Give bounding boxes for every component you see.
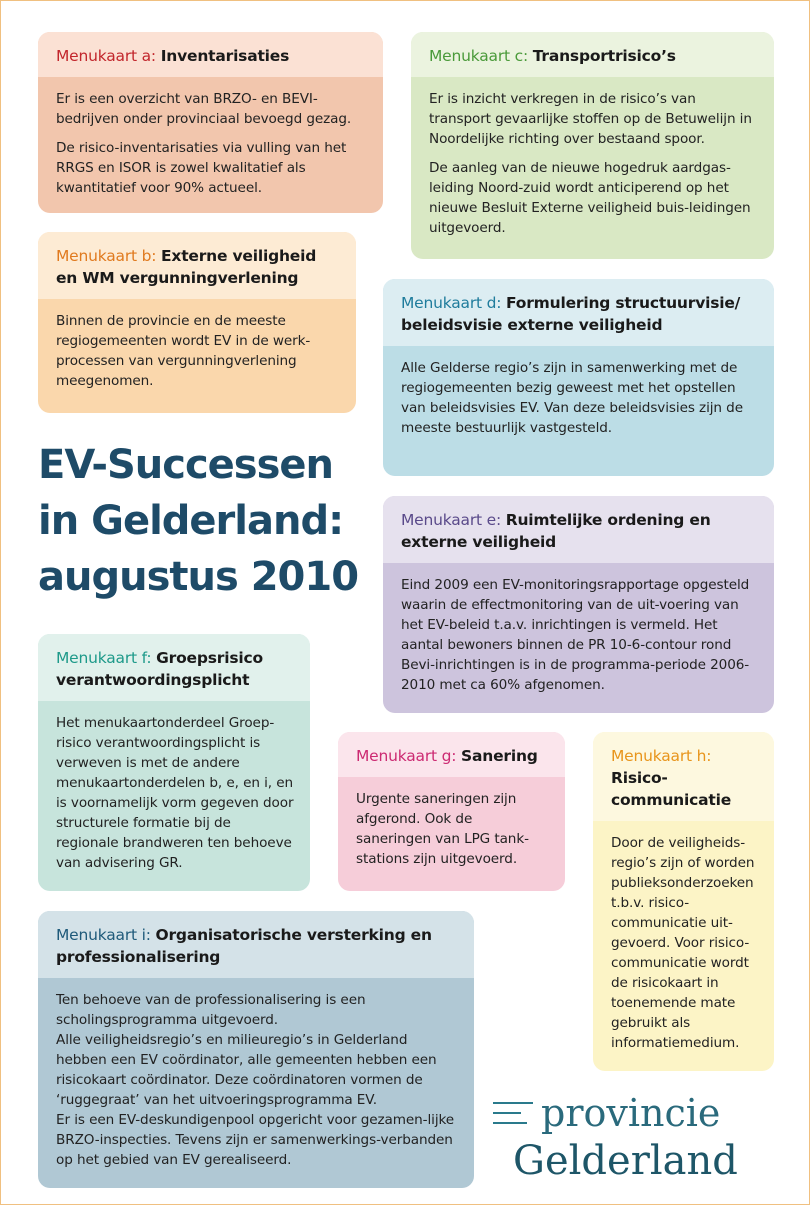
card-header: [383, 279, 774, 346]
card-header: [593, 732, 774, 821]
title-line: augustus 2010: [38, 554, 359, 600]
card-body: [38, 701, 310, 885]
menukaart-h-card: [593, 732, 774, 1071]
card-paragraph: Het menukaartonderdeel Groep-risico verantwoordingsplicht is verweven is met de andere menukaartonderdelen b, e, en i, en is voornamelijk vorm gegeven door structurele formatie bij de regionale brandweren ten behoeve van advisering GR.: [56, 715, 294, 871]
card-paragraph: Alle veiligheidsregio’s en milieuregio’s in Gelderland hebben een EV coördinator, alle gemeenten hebben een risicokaart coördinator. Deze coördinatoren vormen de ‘ruggegraat’ van het uitvoeringsprogramma EV.: [56, 1032, 437, 1108]
card-paragraph: Alle Gelderse regio’s zijn in samenwerking met de regiogemeenten bezig geweest met het opstellen van beleidsvisies EV. Van deze beleidsvisies zijn de meeste bestuurlijk vastgesteld.: [401, 360, 743, 436]
card-title: Groepsrisico verantwoordingsplicht: [56, 649, 263, 689]
card-paragraph: Door de veiligheids-regio’s zijn of worden publieksonderzoeken t.b.v. risico-communicatie uit-gevoerd. Voor risico-communicatie wordt de risicokaart in toenemende mate gebruikt als informatiemedium.: [611, 835, 755, 1051]
menukaart-g-card: [338, 732, 565, 891]
logo-word-gelderland: Gelderland: [513, 1138, 738, 1184]
menukaart-i-card: [38, 911, 474, 1188]
provincie-gelderland-logo: [493, 1091, 793, 1194]
card-paragraph: Er is inzicht verkregen in de risico’s van transport gevaarlijke stoffen op de Betuwelijn in Noordelijke richting over bestaand spoor.: [429, 91, 752, 147]
card-paragraph: De aanleg van de nieuwe hogedruk aardgas-leiding Noord-zuid wordt anticiperend op het nieuwe Besluit Externe veiligheid buis-leidingen uitgevoerd.: [429, 160, 751, 236]
card-body: [383, 346, 774, 450]
card-title: Risico-communicatie: [611, 769, 732, 809]
menukaart-e-card: [383, 496, 774, 713]
card-body: [38, 299, 356, 403]
card-header: [38, 911, 474, 978]
logo-word-provincie: provincie: [541, 1091, 721, 1135]
menukaart-c-card: [411, 32, 774, 259]
card-body: [38, 978, 474, 1182]
card-title: Transportrisico’s: [532, 47, 676, 65]
card-title: Sanering: [461, 747, 538, 765]
logo-lines-icon: [493, 1102, 533, 1132]
title-line: in Gelderland:: [38, 498, 344, 544]
card-label: Menukaart c:: [429, 47, 528, 65]
card-paragraph: Er is een overzicht van BRZO- en BEVI-bedrijven onder provinciaal bevoegd gezag.: [56, 91, 352, 127]
card-title: Externe veiligheid en WM vergunningverlening: [56, 247, 317, 287]
card-header: [38, 232, 356, 299]
card-label: Menukaart b:: [56, 247, 157, 265]
card-label: Menukaart h:: [611, 747, 712, 765]
card-body: [593, 821, 774, 1065]
card-title: Organisatorische versterking en professionalisering: [56, 926, 432, 966]
card-body: [338, 777, 565, 881]
menukaart-b-card: [38, 232, 356, 413]
card-body: [411, 77, 774, 250]
card-header: [338, 732, 565, 777]
card-label: Menukaart a:: [56, 47, 156, 65]
card-body: [383, 563, 774, 707]
card-header: [38, 634, 310, 701]
card-body: [38, 77, 383, 210]
card-title: Inventarisaties: [160, 47, 290, 65]
card-paragraph: Urgente saneringen zijn afgerond. Ook de saneringen van LPG tank-stations zijn uitgevoerd.: [356, 791, 529, 867]
card-label: Menukaart e:: [401, 511, 501, 529]
card-paragraph: Binnen de provincie en de meeste regiogemeenten wordt EV in de werk-processen van vergunningverlening meegenomen.: [56, 313, 311, 389]
menukaart-d-card: [383, 279, 774, 476]
title-line: EV-Successen: [38, 442, 334, 488]
card-paragraph: Ten behoeve van de professionalisering is een scholingsprogramma uitgevoerd.: [56, 992, 366, 1028]
card-paragraph: Er is een EV-deskundigenpool opgericht voor gezamen-lijke BRZO-inspecties. Tevens zijn er samenwerkings-verbanden op het gebied van EV gerealiseerd.: [56, 1112, 455, 1168]
card-label: Menukaart i:: [56, 926, 151, 944]
card-label: Menukaart d:: [401, 294, 502, 312]
card-header: [383, 496, 774, 563]
page-title: [38, 437, 378, 605]
card-label: Menukaart g:: [356, 747, 457, 765]
card-label: Menukaart f:: [56, 649, 152, 667]
card-title: Formulering structuurvisie/ beleidsvisie externe veiligheid: [401, 294, 741, 334]
card-header: [411, 32, 774, 77]
card-title: Ruimtelijke ordening en externe veiligheid: [401, 511, 711, 551]
card-paragraph: De risico-inventarisaties via vulling van het RRGS en ISOR is zowel kwalitatief als kwantitatief voor 90% actueel.: [56, 140, 347, 196]
menukaart-f-card: [38, 634, 310, 891]
card-paragraph: Eind 2009 een EV-monitoringsrapportage opgesteld waarin de effectmonitoring van de uit-voering van het EV-beleid t.a.v. inrichtingen is vermeld. Het aantal bewoners binnen de PR 10-6-contour rond Bevi-inrichtingen is in de programma-periode 2006-2010 met ca 60% afgenomen.: [401, 577, 750, 693]
card-header: [38, 32, 383, 77]
menukaart-a-card: [38, 32, 383, 213]
